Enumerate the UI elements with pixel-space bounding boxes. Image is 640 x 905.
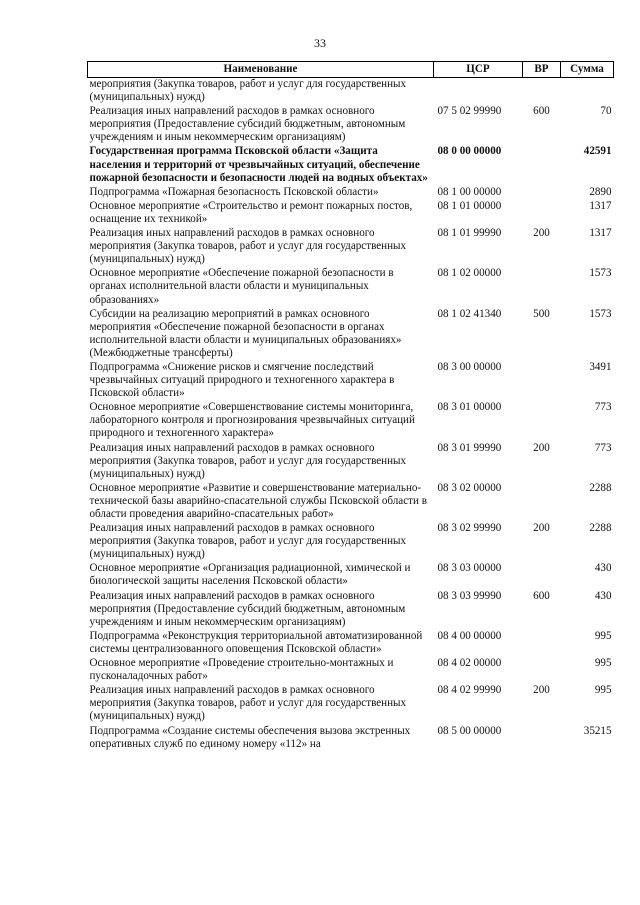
row-csr: 08 3 02 00000 xyxy=(437,481,502,494)
row-vr: 600 xyxy=(533,589,550,602)
row-sum: 773 xyxy=(594,401,612,414)
row-vr xyxy=(523,657,561,684)
row-name: Основное мероприятие «Совершенствование системы мониторинга, лабораторного контроля и прогнозирования чрезвычайных ситуаций природного и техногенного характера» xyxy=(89,401,415,440)
row-csr: 08 3 02 99990 xyxy=(437,522,502,535)
row-vr xyxy=(523,401,561,441)
row-vr: 200 xyxy=(533,441,550,454)
row-sum: 995 xyxy=(594,629,612,642)
table-row xyxy=(88,145,614,185)
row-sum: 995 xyxy=(594,657,612,670)
row-name: Основное мероприятие «Организация радиационной, химической и биологической защиты населения Псковской области» xyxy=(89,562,411,588)
page-number: 33 xyxy=(314,36,326,50)
table-row xyxy=(88,725,614,752)
row-vr: 500 xyxy=(533,307,550,320)
row-sum: 1573 xyxy=(589,267,612,280)
row-csr: 08 1 01 00000 xyxy=(437,199,502,212)
row-csr: 08 4 02 00000 xyxy=(437,657,502,670)
row-vr xyxy=(523,725,561,752)
row-sum: 35215 xyxy=(583,724,612,737)
table-row xyxy=(88,684,614,724)
table-row xyxy=(88,78,614,106)
row-name: Государственная программа Псковской области «Защита населения и территорий от чрезвычайных ситуаций, обеспечение пожарной безопасности и безопасности людей на водных объектах» xyxy=(89,145,428,184)
row-sum: 3491 xyxy=(589,360,612,373)
row-sum xyxy=(561,78,614,106)
table-row xyxy=(88,401,614,441)
row-csr: 08 1 02 00000 xyxy=(437,267,502,280)
table-row xyxy=(88,200,614,227)
header-csr: ЦСР xyxy=(434,62,523,78)
row-vr xyxy=(523,482,561,522)
table-row xyxy=(88,590,614,630)
row-sum: 1573 xyxy=(589,307,612,320)
row-name: Реализация иных направлений расходов в рамках основного мероприятия (Закупка товаров, работ и услуг для государственных (муниципальных) нужд) xyxy=(89,522,407,561)
row-sum: 70 xyxy=(600,105,612,118)
row-csr: 08 3 01 00000 xyxy=(437,401,502,414)
row-vr: 200 xyxy=(533,227,550,240)
table-header-row xyxy=(88,62,614,78)
row-vr xyxy=(523,186,561,200)
table-row xyxy=(88,227,614,267)
budget-table xyxy=(87,61,614,752)
row-name: Основное мероприятие «Строительство и ремонт пожарных постов, оснащение их техникой» xyxy=(89,199,413,225)
row-csr: 08 3 03 99990 xyxy=(437,589,502,602)
row-sum: 42591 xyxy=(583,145,612,158)
row-csr: 08 1 01 99990 xyxy=(437,227,502,240)
table-row xyxy=(88,630,614,657)
row-sum: 1317 xyxy=(589,227,612,240)
table-row xyxy=(88,442,614,482)
row-name: Подпрограмма «Снижение рисков и смягчение последствий чрезвычайных ситуаций природного и техногенного характера в Псковской области» xyxy=(89,360,395,400)
table-row xyxy=(88,186,614,200)
table-body xyxy=(88,78,614,752)
row-sum: 2288 xyxy=(589,481,612,494)
row-vr xyxy=(523,145,561,185)
row-csr: 08 5 00 00000 xyxy=(437,724,502,737)
row-sum: 1317 xyxy=(589,199,612,212)
row-name: Подпрограмма «Создание системы обеспечения вызова экстренных оперативных служб по единому номеру «112» на xyxy=(89,724,411,750)
row-name: Реализация иных направлений расходов в рамках основного мероприятия (Закупка товаров, работ и услуг для государственных (муниципальных) нужд) xyxy=(89,684,407,723)
row-name: Подпрограмма «Пожарная безопасность Псковской области» xyxy=(89,185,379,198)
row-csr: 08 3 03 00000 xyxy=(437,562,502,575)
row-csr: 08 3 00 00000 xyxy=(437,360,502,373)
table-row xyxy=(88,482,614,522)
row-sum: 2890 xyxy=(589,185,612,198)
row-name: Основное мероприятие «Проведение строительно-монтажных и пусконаладочных работ» xyxy=(89,657,394,683)
row-csr: 08 3 01 99990 xyxy=(437,441,502,454)
table-row xyxy=(88,267,614,307)
table-row xyxy=(88,308,614,361)
row-name: Основное мероприятие «Обеспечение пожарной безопасности в органах исполнительной власти области и муниципальных образованиях» xyxy=(89,267,394,306)
row-vr: 200 xyxy=(533,684,550,697)
header-name: Наименование xyxy=(88,62,434,78)
row-name: Реализация иных направлений расходов в рамках основного мероприятия (Закупка товаров, работ и услуг для государственных (муниципальных) нужд) xyxy=(89,441,407,480)
row-name: мероприятия (Закупка товаров, работ и услуг для государственных (муниципальных) нужд) xyxy=(89,78,407,104)
row-vr xyxy=(523,200,561,227)
row-vr xyxy=(523,78,561,106)
table-row xyxy=(88,562,614,589)
row-sum: 773 xyxy=(594,441,612,454)
header-sum: Сумма xyxy=(561,62,614,78)
row-sum: 2288 xyxy=(589,522,612,535)
row-name: Реализация иных направлений расходов в рамках основного мероприятия (Предоставление субсидий бюджетным, автономным учреждениям и иным некоммерческим организациям) xyxy=(89,589,406,628)
table-row xyxy=(88,522,614,562)
row-name: Реализация иных направлений расходов в рамках основного мероприятия (Предоставление субсидий бюджетным, автономным учреждениям и иным некоммерческим организациям) xyxy=(89,105,406,144)
row-vr xyxy=(523,361,561,401)
row-csr: 08 4 02 99990 xyxy=(437,684,502,697)
row-name: Реализация иных направлений расходов в рамках основного мероприятия (Закупка товаров, работ и услуг для государственных (муниципальных) нужд) xyxy=(89,227,407,266)
row-vr xyxy=(523,267,561,307)
row-csr: 07 5 02 99990 xyxy=(437,105,502,118)
row-vr xyxy=(523,562,561,589)
header-vr: ВР xyxy=(523,62,561,78)
row-sum: 995 xyxy=(594,684,612,697)
row-sum: 430 xyxy=(594,589,612,602)
row-name: Основное мероприятие «Развитие и совершенствование материально-технической базы аварийно-спасательной службы Псковской области в области проведения аварийно-спасательных работ» xyxy=(89,481,427,520)
row-name: Субсидии на реализацию мероприятий в рамках основного мероприятия «Обеспечение пожарной безопасности в органах исполнительной власти области и муниципальных образованиях» (Межбюджетные трансферты) xyxy=(89,307,402,359)
row-csr: 08 4 00 00000 xyxy=(437,629,502,642)
row-sum: 430 xyxy=(594,562,612,575)
row-csr: 08 1 02 41340 xyxy=(437,307,502,320)
row-csr xyxy=(434,78,523,106)
row-csr: 08 0 00 00000 xyxy=(437,145,502,158)
table-row xyxy=(88,657,614,684)
row-vr xyxy=(523,630,561,657)
row-name: Подпрограмма «Реконструкция территориальной автоматизированной системы централизованного оповещения Псковской области» xyxy=(89,629,423,655)
row-vr: 200 xyxy=(533,522,550,535)
row-csr: 08 1 00 00000 xyxy=(437,185,502,198)
row-vr: 600 xyxy=(533,105,550,118)
table-row xyxy=(88,361,614,401)
table-row xyxy=(88,105,614,145)
